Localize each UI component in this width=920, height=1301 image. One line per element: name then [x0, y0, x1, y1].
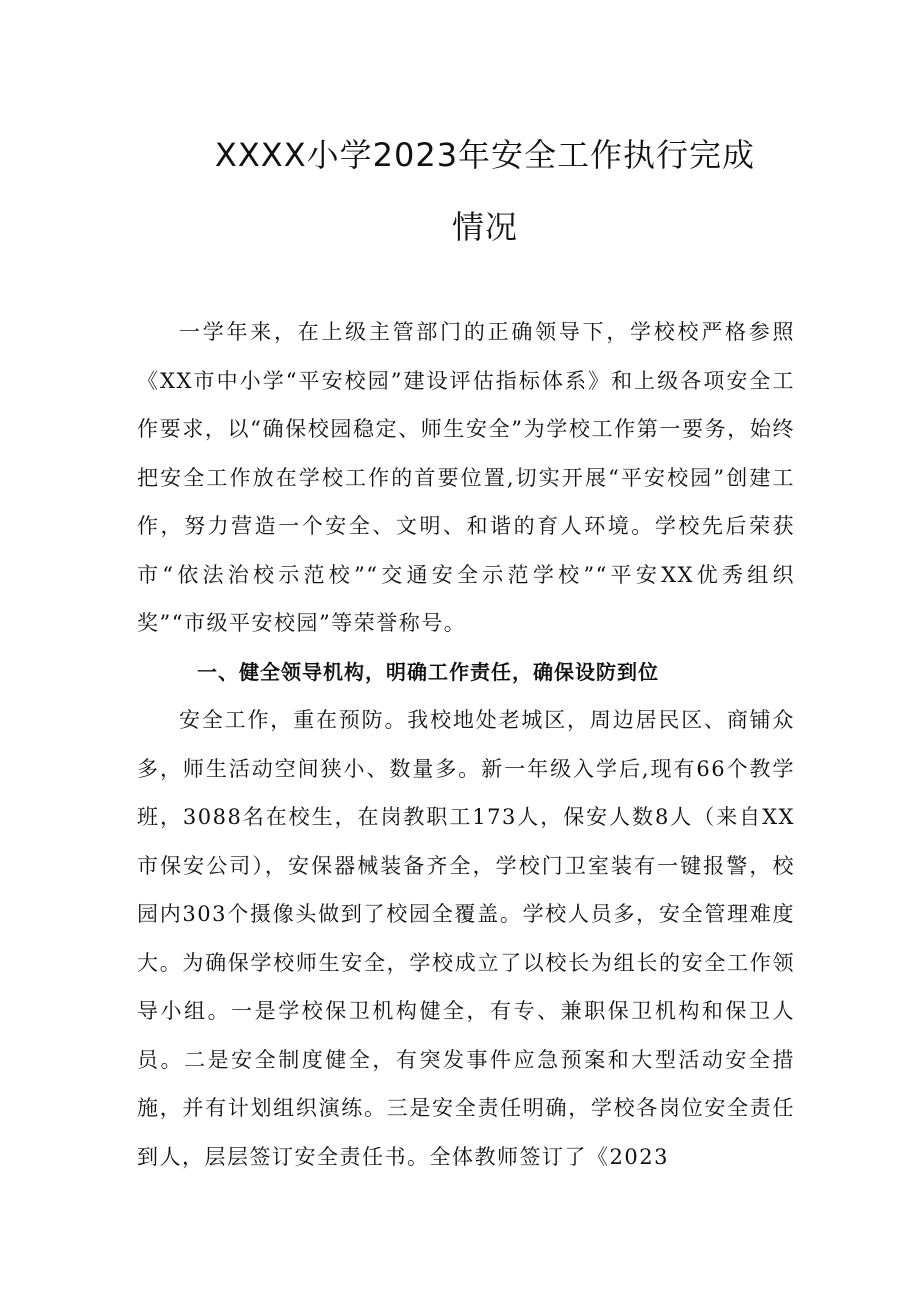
section-1-paragraph: 安全工作，重在预防。我校地处老城区，周边居民区、商铺众多，师生活动空间狭小、数量多。新一年级入学后,现有66个教学班，3088名在校生，在岗教职工173人，保安人数8人（来自XX市保安公司），安保器械装备齐全，学校门卫室装有一键报警，校园内303个摄像头做到了校园全覆盖。学校人员多，安全管理难度大。为确保学校师生安全，学校成立了以校长为组长的安全工作领导小组。一是学校保卫机构健全，有专、兼职保卫机构和保卫人员。二是安全制度健全，有突发事件应急预案和大型活动安全措施，并有计划组织演练。三是安全责任明确，学校各岗位安全责任到人，层层签订安全责任书。全体教师签订了《2023 [137, 708, 795, 1169]
document-title-line-2: 情况 [451, 208, 518, 246]
section-1-heading: 一、健全领导机构，明确工作责任，确保设防到位 [197, 659, 659, 684]
document-title-line-1: XXXX小学2023年安全工作执行完成 [214, 136, 756, 174]
intro-paragraph: 一学年来，在上级主管部门的正确领导下，学校校严格参照《XX市中小学“平安校园”建设评估指标体系》和上级各项安全工作要求，以“确保校园稳定、师生安全”为学校工作第一要务，始终把安全工作放在学校工作的首要位置,切实开展“平安校园”创建工作，努力营造一个安全、文明、和谐的育人环境。学校先后荣获市“依法治校示范校”“交通安全示范学校”“平安XX优秀组织奖”“市级平安校园”等荣誉称号。 [137, 320, 795, 635]
document-body [137, 308, 795, 1181]
